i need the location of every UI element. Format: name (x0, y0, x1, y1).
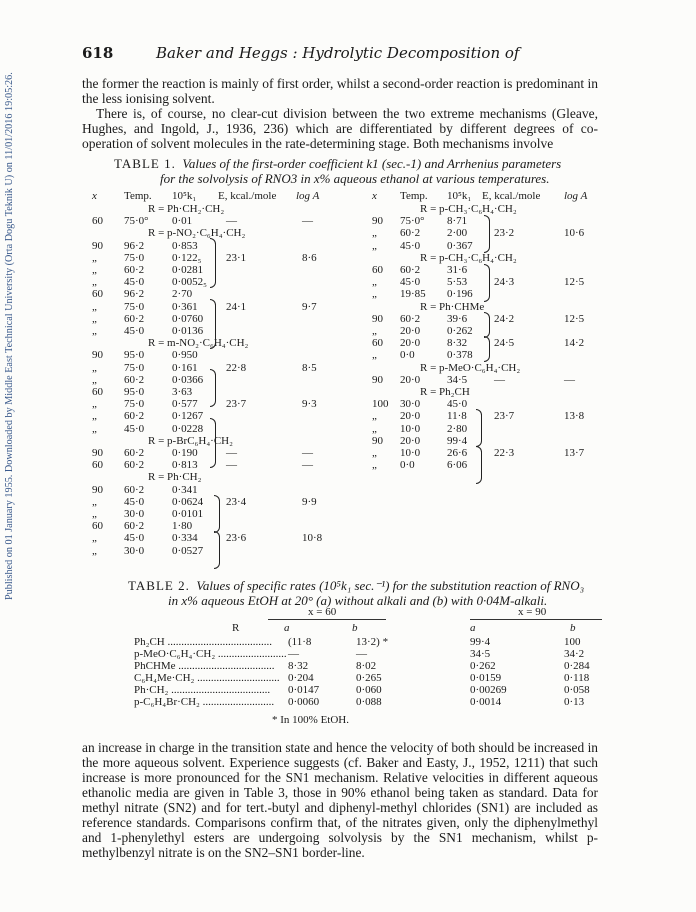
table2-cell-b60: 0·088 (356, 696, 382, 708)
right-cell-k1: 39·6 (447, 312, 468, 325)
left-cell-x: „ (92, 532, 97, 545)
right-cell-k1: 2·80 (447, 422, 468, 435)
running-title: Baker and Heggs : Hydrolytic Decomposition of (156, 44, 520, 62)
table2-cell-a90: 0·0159 (470, 672, 502, 684)
right-cell-temp: 45·0 (400, 276, 421, 289)
table2-cell-r: PhCHMe ................................... (134, 660, 275, 672)
right-cell-temp: 60·2 (400, 264, 421, 276)
group-brace (476, 409, 482, 447)
left-cell-k1: 0·341 (172, 483, 198, 496)
left-cell-x: „ (92, 410, 97, 423)
left-cell-temp: 95·0 (124, 349, 145, 362)
intro-paragraph-2: There is, of course, no clear-cut division between the two extreme mechanisms (Gleave, Hughes, and Ingold, J., 1936, 236) which are differentiated by different degrees of co-operation of solvent molecules in the rate-determining stage. Both mechanisms involve (82, 106, 598, 151)
table2-sub-b90: b (570, 622, 576, 634)
left-cell-logA: 8·5 (302, 361, 317, 374)
left-cell-x: „ (92, 508, 97, 520)
right-cell-temp: 0·0 (400, 459, 415, 472)
right-cell-temp: 75·0° (400, 215, 425, 228)
table2-cell-r: C₆H₄Me·CH₂ .............................. (134, 672, 280, 684)
right-cell-k1: 5·53 (447, 276, 468, 289)
right-cell-E: 22·3 (494, 447, 515, 459)
left-cell-E: 22·8 (226, 361, 247, 374)
right-cell-E: 23·2 (494, 227, 515, 240)
right-cell-k1: 45·0 (447, 398, 468, 411)
table2-cell-b90: 0·284 (564, 660, 590, 672)
group-x90-rule (470, 619, 602, 620)
right-cell-temp: 10·0 (400, 447, 421, 459)
left-cell-temp: 60·2 (124, 447, 145, 459)
right-header-x: x (372, 190, 377, 202)
table2-cell-b90: 100 (564, 636, 581, 648)
right-cell-temp: 20·0 (400, 373, 421, 386)
table2-caption (128, 578, 598, 608)
right-cell-temp: 45·0 (400, 239, 421, 252)
table2-cell-b90: 0·058 (564, 684, 590, 696)
right-header-logA: log A (564, 190, 588, 202)
left-cell-E: — (226, 459, 237, 472)
table2-cell-b90: 34·2 (564, 648, 585, 660)
right-series-label: R = p-CH₃·C₆H₄·CH₂ (420, 203, 517, 215)
page-number: 618 (82, 44, 114, 62)
group-brace (484, 215, 490, 253)
right-cell-E: 23·7 (494, 410, 515, 423)
right-cell-k1: 8·32 (447, 337, 468, 350)
right-series-label: R = Ph₂CH (420, 386, 470, 398)
group-brace (476, 446, 482, 484)
group-brace (484, 312, 490, 338)
left-cell-logA: 10·8 (302, 532, 323, 545)
table2-row (130, 684, 600, 696)
left-cell-logA: — (302, 447, 313, 459)
table2-row (130, 648, 600, 660)
left-cell-x: „ (92, 373, 97, 386)
right-cell-x: „ (372, 325, 377, 337)
group-brace (210, 299, 216, 349)
left-cell-k1: 0·0281 (172, 264, 204, 276)
right-cell-x: 90 (372, 312, 383, 325)
right-cell-logA: — (564, 373, 575, 386)
left-cell-x: 60 (92, 288, 103, 301)
left-cell-k1: 0·950 (172, 349, 198, 362)
left-series-label: R = m-NO₂·C₆H₄·CH₂ (148, 337, 249, 350)
group-brace (214, 531, 220, 569)
right-header-E: E, kcal./mole (482, 190, 541, 202)
left-header-temp: Temp. (124, 190, 152, 202)
table2-cell-a90: 99·4 (470, 636, 491, 648)
right-cell-x: „ (372, 447, 377, 459)
right-cell-temp: 20·0 (400, 325, 421, 337)
right-cell-logA: 13·8 (564, 410, 585, 423)
group-x60-rule (268, 619, 386, 620)
table2-label: TABLE 2. (128, 578, 190, 593)
right-series-label: R = p-MeO·C₆H₄·CH₂ (420, 361, 521, 374)
table1-caption (114, 156, 584, 186)
table2-cell-a90: 34·5 (470, 648, 491, 660)
left-cell-k1: 0·0136 (172, 325, 204, 337)
left-cell-k1: 0·0366 (172, 373, 204, 386)
left-cell-k1: 0·0101 (172, 508, 204, 520)
left-cell-temp: 45·0 (124, 495, 145, 508)
table2-sub-b60: b (352, 622, 358, 634)
download-watermark: Published on 01 January 1955. Downloaded by Middle East Technical University (Orta Dogu Teknik U) on 11/01/2016 19:05:26. (4, 72, 15, 600)
right-cell-k1: 0·262 (447, 325, 473, 337)
left-cell-temp: 45·0 (124, 325, 145, 337)
right-cell-logA: 10·6 (564, 227, 585, 240)
left-cell-temp: 75·0° (124, 215, 149, 228)
table2-cell-b60: 8·02 (356, 660, 377, 672)
left-series-label: R = p-NO₂·C₆H₄·CH₂ (148, 227, 246, 240)
left-cell-k1: 0·0052₅ (172, 276, 207, 289)
right-cell-logA: 12·5 (564, 276, 585, 289)
table2-cell-a90: 0·0014 (470, 696, 502, 708)
right-cell-k1: 34·5 (447, 373, 468, 386)
left-cell-k1: 0·161 (172, 361, 198, 374)
left-series-label: R = Ph·CH₂ (148, 471, 202, 484)
left-cell-k1: 1·80 (172, 520, 193, 533)
left-cell-logA: 9·7 (302, 300, 317, 313)
left-cell-temp: 30·0 (124, 508, 145, 520)
right-cell-x: „ (372, 422, 377, 435)
left-cell-k1: 2·70 (172, 288, 193, 301)
right-series-label: R = p-CH₃·C₆H₄·CH₂ (420, 251, 517, 264)
left-cell-temp: 60·2 (124, 410, 145, 423)
closing-paragraph: an increase in charge in the transition state and hence the velocity of both should be increased in the more aqueous solvent. Experience suggests (cf. Baker and Easty, J., 1952, 1211) that such increase is more pronounced for the SN1 mechanism. Relative velocities in different aqueous ethanolic media are given in Table 3, those in 90% ethanol being taken as standard. Data for methyl nitrate (SN2) and for tert.-butyl and diphenyl-methyl chlorides (SN1) are included as reference standards. Comparisons confirm that, of the nitrates given, only the diphenylmethyl and 1-phenylethyl esters are undergoing solvolysis by the SN1 mechanism, whilst p-methylbenzyl nitrate is on the SN2–SN1 border-line. (82, 740, 598, 860)
table1-label: TABLE 1. (114, 156, 176, 171)
right-header-temp: Temp. (400, 190, 428, 202)
left-cell-temp: 75·0 (124, 398, 145, 411)
group-brace (484, 264, 490, 302)
right-cell-k1: 0·367 (447, 239, 473, 252)
table2-cell-a90: 0·00269 (470, 684, 507, 696)
table2-cell-b60: — (356, 648, 367, 660)
right-cell-logA: 12·5 (564, 312, 585, 325)
table2-cell-a60: 0·204 (288, 672, 314, 684)
table1-title-line1: Values of the first-order coefficient k1 (sec.-1) and Arrhenius parameters (182, 156, 562, 171)
table2-col-R: R (232, 622, 240, 634)
group-x60-header: x = 60 (308, 606, 337, 618)
left-cell-logA: — (302, 215, 313, 228)
right-cell-k1: 31·6 (447, 264, 468, 276)
left-cell-x: „ (92, 251, 97, 264)
left-cell-x: 90 (92, 483, 103, 496)
right-cell-E: 24·2 (494, 312, 515, 325)
table2-cell-b90: 0·13 (564, 696, 585, 708)
left-cell-temp: 96·2 (124, 239, 145, 252)
left-cell-E: — (226, 447, 237, 459)
right-series-label: R = Ph·CHMe (420, 300, 485, 313)
left-cell-x: 90 (92, 447, 103, 459)
left-cell-temp: 75·0 (124, 300, 145, 313)
table2-sub-a60: a (284, 622, 290, 634)
right-cell-x: 60 (372, 337, 383, 350)
left-series-label: R = p-BrC₆H₄·CH₂ (148, 434, 233, 447)
right-cell-E: — (494, 373, 505, 386)
right-cell-x: 90 (372, 434, 383, 447)
right-cell-logA: 13·7 (564, 447, 585, 459)
right-cell-temp: 30·0 (400, 398, 421, 411)
left-cell-E: 23·6 (226, 532, 247, 545)
left-cell-k1: 0·190 (172, 447, 198, 459)
left-cell-temp: 45·0 (124, 276, 145, 289)
table2-cell-b60: 13·2) * (356, 636, 389, 648)
table1-title-line2: for the solvolysis of RNO3 in x% aqueous ethanol at various temperatures. (160, 171, 550, 186)
right-cell-k1: 0·378 (447, 349, 473, 362)
right-cell-logA: 14·2 (564, 337, 585, 350)
left-cell-logA: — (302, 459, 313, 472)
left-cell-k1: 0·0624 (172, 495, 204, 508)
left-cell-x: 60 (92, 459, 103, 472)
group-x90-header: x = 90 (518, 606, 547, 618)
table2-cell-a60: 8·32 (288, 660, 309, 672)
left-cell-k1: 3·63 (172, 386, 193, 398)
left-cell-x: „ (92, 544, 97, 557)
left-cell-k1: 0·813 (172, 459, 198, 472)
right-cell-temp: 20·0 (400, 410, 421, 423)
table2-cell-a60: (11·8 (288, 636, 312, 648)
left-cell-x: 60 (92, 386, 103, 398)
left-cell-temp: 60·2 (124, 520, 145, 533)
table2-cell-r: Ph₂CH ...................................... (134, 636, 272, 648)
left-cell-x: 60 (92, 520, 103, 533)
right-cell-x: 60 (372, 264, 383, 276)
left-cell-x: „ (92, 312, 97, 325)
right-cell-temp: 19·85 (400, 288, 426, 301)
group-brace (214, 495, 220, 533)
table2-sub-a90: a (470, 622, 476, 634)
left-cell-temp: 96·2 (124, 288, 145, 301)
table2-cell-a60: 0·0147 (288, 684, 320, 696)
table2-cell-b60: 0·060 (356, 684, 382, 696)
table2-footnote: * In 100% EtOH. (272, 714, 349, 726)
left-cell-k1: 0·122₅ (172, 251, 202, 264)
right-cell-k1: 11·8 (447, 410, 467, 423)
group-brace (210, 369, 216, 407)
right-cell-temp: 0·0 (400, 349, 415, 362)
table2-cell-r: p-C₆H₄Br·CH₂ .......................... (134, 696, 275, 708)
left-cell-x: „ (92, 276, 97, 289)
left-cell-temp: 60·2 (124, 373, 145, 386)
left-cell-k1: 0·0760 (172, 312, 204, 325)
left-cell-E: 23·7 (226, 398, 247, 411)
running-header (82, 44, 602, 64)
left-cell-x: „ (92, 361, 97, 374)
left-cell-temp: 75·0 (124, 251, 145, 264)
right-cell-k1: 99·4 (447, 434, 468, 447)
left-cell-temp: 30·0 (124, 544, 145, 557)
right-cell-x: „ (372, 349, 377, 362)
right-header-k1: 10⁵k₁ (447, 190, 472, 202)
left-cell-temp: 60·2 (124, 483, 145, 496)
left-cell-x: „ (92, 495, 97, 508)
left-header-k1: 10⁵k₁ (172, 190, 197, 202)
table2-cell-r: Ph·CH₂ .................................... (134, 684, 271, 696)
left-header-logA: log A (296, 190, 320, 202)
intro-paragraph-1: the former the reaction is mainly of first order, whilst a second-order reaction is predominant in the less ionising solvent. (82, 76, 598, 106)
left-cell-x: 90 (92, 349, 103, 362)
right-cell-temp: 20·0 (400, 337, 421, 350)
right-cell-x: „ (372, 459, 377, 472)
left-cell-x: „ (92, 264, 97, 276)
table2-cell-r: p-MeO·C₆H₄·CH₂ ......................... (134, 648, 287, 660)
right-cell-E: 24·5 (494, 337, 515, 350)
left-cell-logA: 9·9 (302, 495, 317, 508)
right-cell-x: 90 (372, 215, 383, 228)
left-cell-temp: 45·0 (124, 532, 145, 545)
left-cell-E: 23·4 (226, 495, 247, 508)
table2-title-line2: in x% aqueous EtOH at 20° (a) without alkali and (b) with 0·04M-alkali. (168, 593, 548, 608)
group-brace (484, 336, 490, 362)
right-cell-x: „ (372, 288, 377, 301)
table2-row (130, 660, 600, 672)
left-cell-x: „ (92, 422, 97, 435)
left-header-x: x (92, 190, 97, 202)
table2-cell-b90: 0·118 (564, 672, 590, 684)
left-cell-temp: 95·0 (124, 386, 145, 398)
right-cell-temp: 10·0 (400, 422, 421, 435)
table2-cell-a90: 0·262 (470, 660, 496, 672)
right-cell-k1: 2·00 (447, 227, 468, 240)
group-brace (210, 238, 216, 288)
table2-row (130, 636, 600, 648)
right-cell-E: 24·3 (494, 276, 515, 289)
left-cell-E: — (226, 215, 237, 228)
left-series-label: R = Ph·CH₂·CH₂ (148, 203, 225, 215)
table2-cell-a60: — (288, 648, 299, 660)
left-cell-k1: 0·01 (172, 215, 193, 228)
right-cell-k1: 6·06 (447, 459, 468, 472)
right-cell-x: 90 (372, 373, 383, 386)
left-cell-k1: 0·334 (172, 532, 198, 545)
right-cell-k1: 0·196 (447, 288, 473, 301)
table2-cell-a60: 0·0060 (288, 696, 320, 708)
left-cell-temp: 45·0 (124, 422, 145, 435)
left-cell-temp: 60·2 (124, 264, 145, 276)
left-cell-x: „ (92, 300, 97, 313)
table2-title-line1: Values of specific rates (10⁵k₁ sec.⁻¹) for the substitution reaction of RNO₃ (196, 578, 585, 593)
right-cell-x: 100 (372, 398, 389, 411)
table2-cell-b60: 0·265 (356, 672, 382, 684)
table2-row (130, 696, 600, 708)
right-cell-k1: 8·71 (447, 215, 468, 228)
left-cell-temp: 75·0 (124, 361, 145, 374)
right-cell-temp: 60·2 (400, 312, 421, 325)
right-cell-temp: 20·0 (400, 434, 421, 447)
left-cell-k1: 0·361 (172, 300, 198, 313)
table2-row (130, 672, 600, 684)
right-cell-x: „ (372, 410, 377, 423)
right-cell-temp: 60·2 (400, 227, 421, 240)
left-cell-logA: 8·6 (302, 251, 317, 264)
right-cell-k1: 26·6 (447, 447, 468, 459)
left-cell-x: 60 (92, 215, 103, 228)
left-cell-logA: 9·3 (302, 398, 317, 411)
left-cell-x: 90 (92, 239, 103, 252)
right-cell-x: „ (372, 227, 377, 240)
left-cell-x: „ (92, 325, 97, 337)
left-header-E: E, kcal./mole (218, 190, 277, 202)
right-cell-x: „ (372, 276, 377, 289)
left-cell-x: „ (92, 398, 97, 411)
right-cell-x: „ (372, 239, 377, 252)
left-cell-k1: 0·853 (172, 239, 198, 252)
left-cell-k1: 0·1267 (172, 410, 204, 423)
group-brace (210, 418, 216, 468)
left-cell-k1: 0·0228 (172, 422, 204, 435)
left-cell-k1: 0·577 (172, 398, 198, 411)
left-cell-k1: 0·0527 (172, 544, 204, 557)
left-cell-temp: 60·2 (124, 312, 145, 325)
left-cell-temp: 60·2 (124, 459, 145, 472)
left-cell-E: 24·1 (226, 300, 247, 313)
left-cell-E: 23·1 (226, 251, 247, 264)
